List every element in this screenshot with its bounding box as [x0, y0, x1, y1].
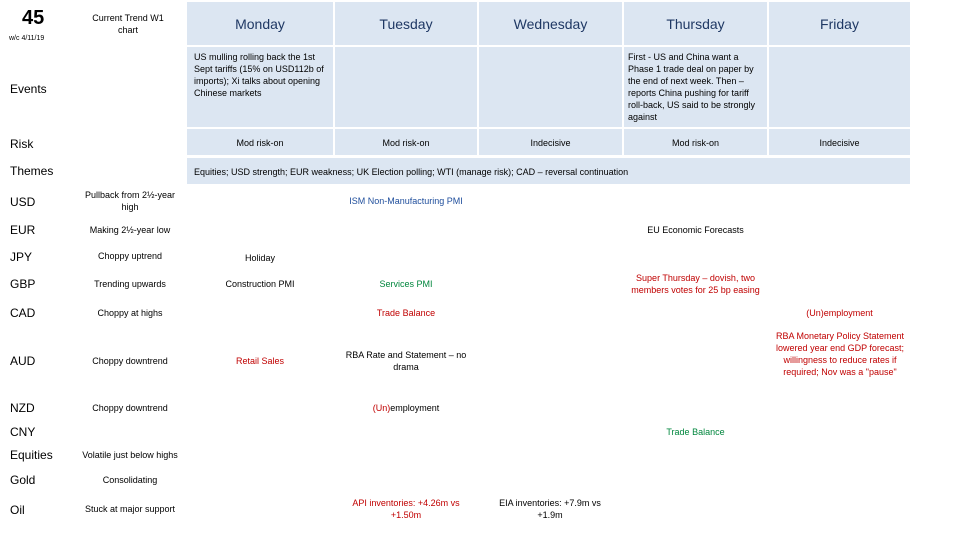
row-label-oil: Oil [10, 503, 25, 517]
row-label-gbp: GBP [10, 277, 36, 291]
aud-friday-event: RBA Monetary Policy Statement lowered year end GDP forecast; willingness to reduce rates if required; Nov was a "pause" [775, 331, 905, 377]
row-label-aud: AUD [10, 354, 36, 368]
nzd-tuesday-event [335, 402, 477, 414]
day-wednesday-label: Wednesday [513, 15, 588, 32]
row-label-themes: Themes [10, 164, 54, 178]
row-label-cny: CNY [10, 425, 36, 439]
week-commencing: w/c 4/11/19 [9, 35, 45, 42]
jpy-monday-event: Holiday [244, 253, 275, 263]
current-trend-header: Current Trend W1 chart [92, 13, 164, 35]
day-header-monday [187, 2, 333, 45]
nzd-trend: Choppy downtrend [92, 403, 168, 413]
cny-thursday-event: Trade Balance [666, 427, 725, 437]
usd-trend: Pullback from 2½-year high [84, 190, 176, 212]
eur-trend: Making 2½-year low [89, 225, 171, 235]
risk-monday-text: Mod risk-on [236, 138, 284, 148]
cad-friday-event-text: (Un)employment [806, 308, 873, 318]
cad-friday-event [769, 307, 910, 319]
row-label-events: Events [10, 82, 47, 96]
equities-trend: Volatile just below highs [82, 450, 178, 460]
row-label-usd: USD [10, 195, 36, 209]
risk-thursday-text: Mod risk-on [671, 138, 719, 148]
gbp-thursday-event: Super Thursday – dovish, two members votes for 25 bp easing [631, 273, 760, 295]
jpy-trend: Choppy uptrend [97, 251, 163, 261]
row-label-nzd: NZD [10, 401, 35, 415]
nzd-tuesday-event-prefix: (Un) [372, 403, 391, 413]
day-friday-label: Friday [820, 15, 859, 32]
gbp-trend: Trending upwards [94, 279, 166, 289]
row-label-cad: CAD [10, 306, 36, 320]
day-thursday-label: Thursday [666, 15, 725, 32]
cad-tuesday-event: Trade Balance [376, 308, 436, 318]
events-tuesday-cell [335, 47, 477, 127]
risk-friday-text: Indecisive [819, 138, 860, 148]
aud-trend: Choppy downtrend [92, 356, 168, 366]
row-label-eur: EUR [10, 223, 36, 237]
nzd-tuesday-event-suffix: employment [390, 403, 440, 413]
gbp-monday-event: Construction PMI [225, 279, 295, 289]
oil-tuesday-event: API inventories: +4.26m vs +1.50m [352, 498, 460, 520]
events-monday-text: US mulling rolling back the 1st Sept tariffs (15% on USD112b of imports); Xi talks about opening Chinese markets [194, 52, 324, 98]
day-header-friday [769, 2, 910, 45]
day-monday-label: Monday [235, 15, 285, 32]
oil-trend: Stuck at major support [84, 504, 176, 514]
risk-wednesday-text: Indecisive [530, 138, 571, 148]
row-label-jpy: JPY [10, 250, 33, 264]
gold-trend: Consolidating [102, 475, 158, 485]
oil-wednesday-event: EIA inventories: +7.9m vs +1.9m [499, 498, 601, 520]
aud-tuesday-event: RBA Rate and Statement – no drama [345, 350, 467, 372]
usd-tuesday-event: ISM Non-Manufacturing PMI [349, 196, 463, 206]
week-number: 45 [22, 7, 45, 29]
cad-trend: Choppy at highs [97, 308, 163, 318]
row-label-risk: Risk [10, 137, 34, 151]
events-friday-cell [769, 47, 910, 127]
day-tuesday-label: Tuesday [379, 15, 433, 32]
risk-tuesday-text: Mod risk-on [382, 138, 430, 148]
row-label-equities: Equities [10, 448, 53, 462]
aud-monday-event: Retail Sales [235, 356, 285, 366]
row-label-gold: Gold [10, 473, 36, 487]
themes-text: Equities; USD strength; EUR weakness; UK Election polling; WTI (manage risk); CAD – reversal continuation [194, 167, 629, 177]
gbp-tuesday-event: Services PMI [379, 279, 433, 289]
eur-thursday-event: EU Economic Forecasts [647, 225, 744, 235]
day-header-wednesday [479, 2, 622, 45]
day-header-thursday [624, 2, 767, 45]
events-thursday-text: First - US and China want a Phase 1 trade deal on paper by the end of next week. Then – reports China pushing for tariff roll-back, US said to be strongly against [628, 52, 756, 122]
day-header-tuesday [335, 2, 477, 45]
events-wednesday-cell [479, 47, 622, 127]
